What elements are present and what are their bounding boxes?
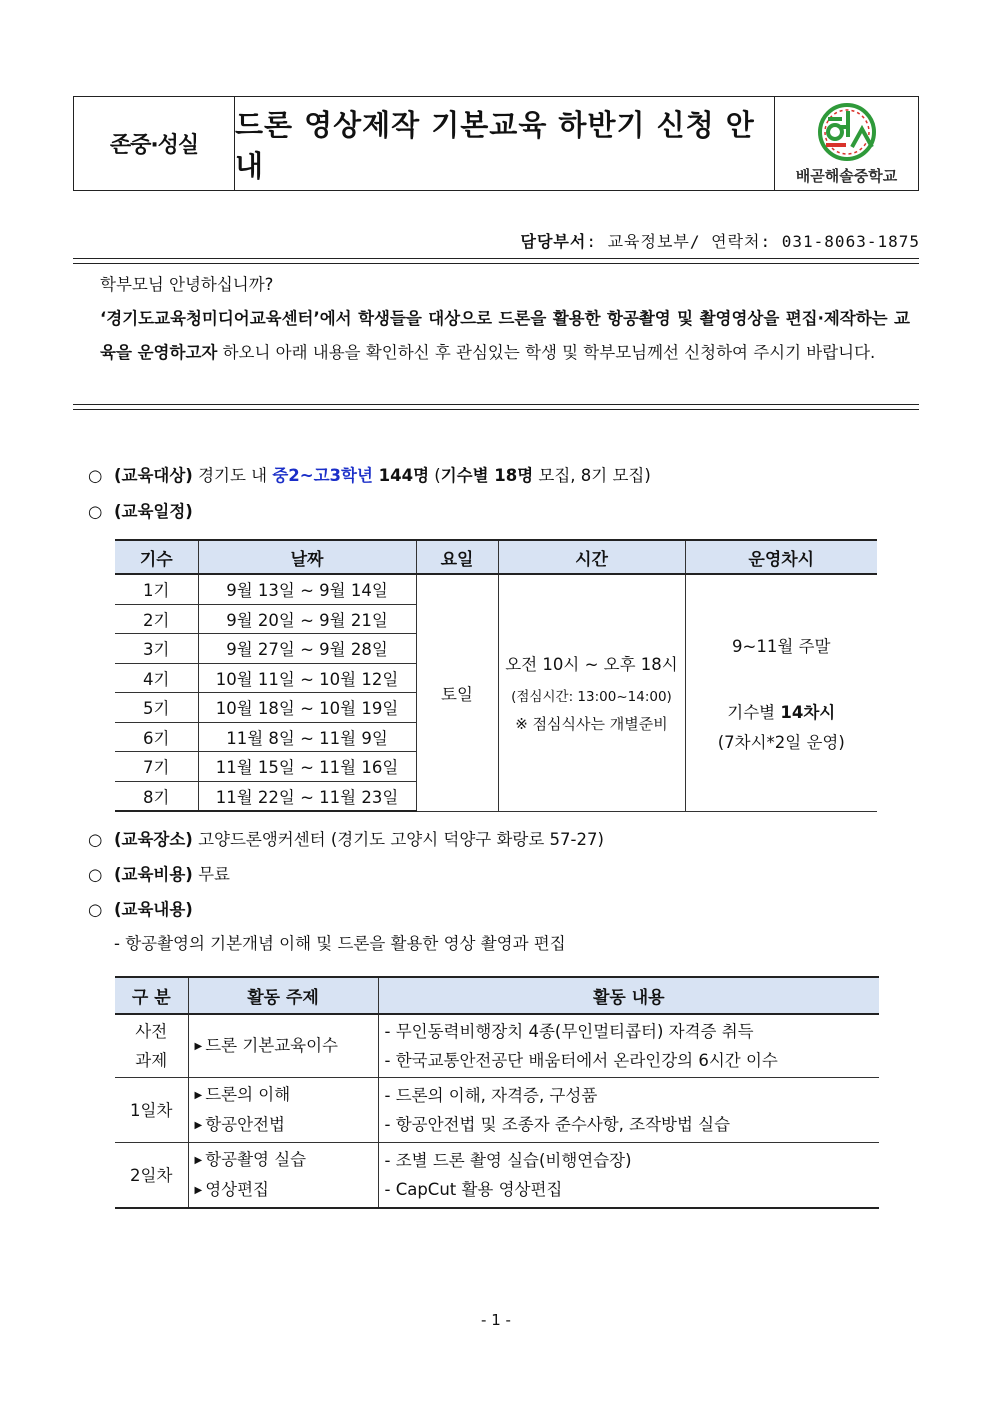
circle-bullet-icon: ○: [88, 900, 103, 919]
contact-line: [521, 229, 921, 252]
circle-bullet-icon: ○: [88, 865, 103, 884]
table-row: [115, 574, 877, 604]
bullet-cost: [88, 861, 230, 885]
round-cell: 2기: [115, 604, 198, 634]
content-cell: [378, 1078, 879, 1143]
target-per: 기수별 18명: [440, 466, 534, 485]
schedule-table: [115, 539, 877, 812]
round-cell: 6기: [115, 722, 198, 752]
target-label: (교육대상): [114, 466, 193, 485]
cost-label: (교육비용): [114, 865, 193, 884]
target-tail: 모집, 8기 모집): [533, 466, 651, 485]
circle-bullet-icon: ○: [88, 502, 103, 521]
section-cell: 1일차: [115, 1078, 188, 1143]
bullet-target: [88, 462, 651, 486]
round-cell: 8기: [115, 781, 198, 811]
col-header-content: 활동 내용: [378, 977, 879, 1014]
topic-cell: [188, 1014, 378, 1078]
activity-header-row: [115, 977, 879, 1014]
content-line: - 조별 드론 촬영 실습(비행연습장): [384, 1151, 632, 1170]
round-cell: 1기: [115, 574, 198, 604]
header-box: [73, 96, 919, 191]
divider-top: [73, 258, 919, 264]
target-pre: 경기도 내: [192, 466, 273, 485]
section-cell: 2일차: [115, 1143, 188, 1209]
content-cell: [378, 1143, 879, 1209]
topic-text: 항공안전법: [205, 1115, 285, 1134]
topic-cell: [188, 1143, 378, 1209]
target-paren: (: [429, 466, 441, 485]
date-cell: 10월 18일 ~ 10월 19일: [198, 693, 416, 723]
table-row: [115, 1143, 879, 1209]
col-header-topic: 활동 주제: [188, 977, 378, 1014]
time-lunch: (점심시간: 13:00~14:00): [511, 689, 672, 706]
col-header-date: 날짜: [198, 540, 416, 574]
target-grade: 중2~고3학년: [272, 466, 373, 485]
cost-value: 무료: [192, 865, 230, 884]
circle-bullet-icon: ○: [88, 466, 103, 485]
date-cell: 11월 22일 ~ 11월 23일: [198, 781, 416, 811]
topic-text: 항공촬영 실습: [205, 1150, 307, 1169]
place-label: (교육장소): [114, 830, 193, 849]
ops-detail: (7차시*2일 운영): [717, 732, 845, 752]
table-row: [115, 1078, 879, 1143]
col-header-day: 요일: [416, 540, 498, 574]
time-cell: [498, 574, 685, 811]
sessions-cell: [685, 574, 877, 811]
content-desc: - 항공촬영의 기본개념 이해 및 드론을 활용한 영상 촬영과 편집: [114, 934, 566, 953]
date-cell: 9월 27일 ~ 9월 28일: [198, 634, 416, 664]
ops-per-pre: 기수별: [727, 702, 781, 722]
ops-weekend: 9~11월 주말: [732, 636, 831, 656]
circle-bullet-icon: ○: [88, 830, 103, 849]
time-note: ※ 점심식사는 개별준비: [515, 715, 668, 734]
col-header-section: 구 분: [115, 977, 188, 1014]
col-header-time: 시간: [498, 540, 685, 574]
content-line: - 무인동력비행장치 4종(무인멀티콥터) 자격증 취득: [384, 1022, 754, 1041]
schedule-header-row: [115, 540, 877, 574]
bullet-content: [88, 896, 193, 920]
content-label: (교육내용): [114, 900, 193, 919]
divider-bottom: [73, 404, 919, 410]
ops-per-bold: 14차시: [780, 702, 836, 722]
intro-bold: ‘경기도교육청미디어교육센터’에서 학생들을 대상으로 드론을 활용한 항공촬영 및 촬영영상을 편집·제작하는 교육을 운영하고자: [100, 309, 910, 362]
section-line: 과제: [135, 1051, 168, 1070]
triangle-bullet-icon: ▶: [194, 1155, 203, 1166]
triangle-bullet-icon: ▶: [194, 1120, 203, 1131]
intro-rest: 하오니 아래 내용을 확인하신 후 관심있는 학생 및 학부모님께선 신청하여 주시기 바랍니다.: [217, 343, 876, 362]
dept-contact: : 교육정보부/ 연락처: 031-8063-1875: [586, 232, 920, 251]
topic-text: 드론의 이해: [205, 1085, 291, 1104]
school-name: 배곧해솔중학교: [795, 167, 898, 185]
page-number: - 1 -: [481, 1311, 511, 1329]
greeting: 학부모님 안녕하십니까?: [100, 275, 274, 294]
intro-body: [84, 302, 910, 370]
date-cell: 10월 11일 ~ 10월 12일: [198, 663, 416, 693]
table-row: [115, 1014, 879, 1078]
school-emblem-icon: [812, 101, 882, 163]
bullet-place: [88, 826, 604, 850]
bullet-schedule: [88, 498, 193, 522]
content-line: - 한국교통안전공단 배움터에서 온라인강의 6시간 이수: [384, 1051, 778, 1070]
school-motto: 존중·성실: [74, 97, 235, 190]
round-cell: 4기: [115, 663, 198, 693]
triangle-bullet-icon: ▶: [194, 1041, 203, 1052]
page-title: 드론 영상제작 기본교육 하반기 신청 안내: [235, 97, 775, 190]
content-line: - 드론의 이해, 자격증, 구성품: [384, 1086, 598, 1105]
col-header-sessions: 운영차시: [685, 540, 877, 574]
time-main: 오전 10시 ~ 오후 18시: [505, 655, 678, 675]
dept-label: 담당부서: [520, 232, 587, 251]
round-cell: 3기: [115, 634, 198, 664]
col-header-round: 기수: [115, 540, 198, 574]
school-logo: [775, 97, 918, 190]
topic-cell: [188, 1078, 378, 1143]
place-value: 고양드론앵커센터 (경기도 고양시 덕양구 화랑로 57-27): [192, 830, 604, 849]
topic-text: 드론 기본교육이수: [205, 1036, 338, 1055]
ops-per: [686, 699, 878, 723]
day-cell: 토일: [416, 574, 498, 811]
section-cell: [115, 1014, 188, 1078]
content-line: - 항공안전법 및 조종자 준수사항, 조작방법 실습: [384, 1115, 731, 1134]
section-line: 사전: [135, 1022, 168, 1041]
target-count: 144명: [372, 466, 430, 485]
triangle-bullet-icon: ▶: [194, 1185, 203, 1196]
date-cell: 11월 15일 ~ 11월 16일: [198, 752, 416, 782]
content-cell: [378, 1014, 879, 1078]
topic-text: 영상편집: [205, 1180, 269, 1199]
date-cell: 11월 8일 ~ 11월 9일: [198, 722, 416, 752]
triangle-bullet-icon: ▶: [194, 1090, 203, 1101]
date-cell: 9월 13일 ~ 9월 14일: [198, 574, 416, 604]
intro-paragraph: [84, 268, 910, 370]
schedule-label: (교육일정): [114, 502, 193, 521]
round-cell: 5기: [115, 693, 198, 723]
activity-table: [115, 976, 879, 1209]
round-cell: 7기: [115, 752, 198, 782]
content-line: - CapCut 활용 영상편집: [384, 1180, 563, 1199]
date-cell: 9월 20일 ~ 9월 21일: [198, 604, 416, 634]
